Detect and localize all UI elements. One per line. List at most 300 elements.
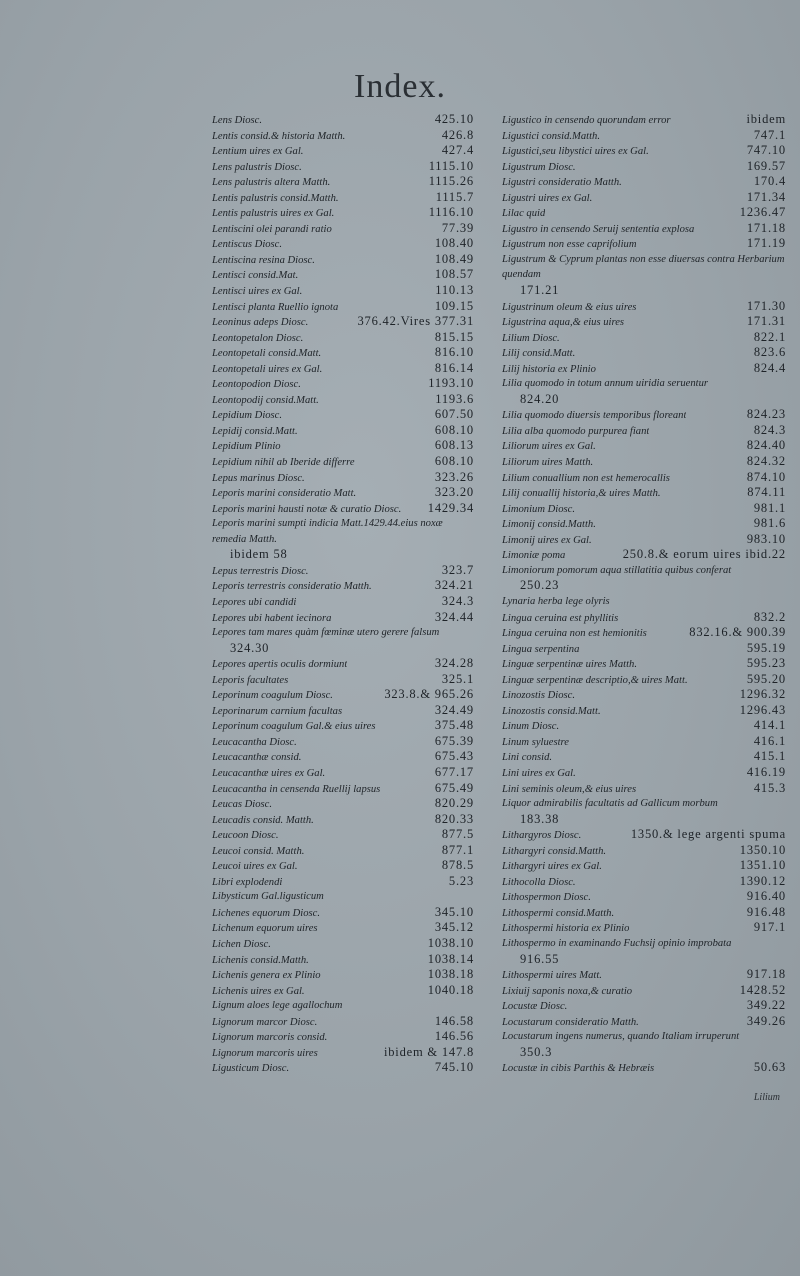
entry-term: Leucacantha in censenda Ruellij lapsus xyxy=(212,783,381,795)
entry-page-ref: 324.28 xyxy=(434,656,474,671)
entry-page-ref: 416.1 xyxy=(753,733,786,748)
entry-page-ref: 250.23 xyxy=(520,578,560,593)
entry-page-ref: 745.10 xyxy=(434,1060,474,1075)
entry-term: Libri explodendi xyxy=(212,876,283,888)
entry-page-ref: 677.17 xyxy=(434,764,474,779)
index-entry xyxy=(212,905,474,921)
index-entry xyxy=(212,1029,474,1045)
entry-page-ref: 183.38 xyxy=(520,811,560,826)
index-entry xyxy=(502,112,786,128)
entry-page-ref: 1115.26 xyxy=(428,174,474,189)
entry-page-ref: 815.15 xyxy=(434,329,474,344)
index-entry xyxy=(502,749,786,765)
entry-term: Lentisci uires ex Gal. xyxy=(212,286,303,298)
index-entry xyxy=(502,734,786,750)
entry-page-ref: 1038.10 xyxy=(427,935,474,950)
entry-term: Lithospermo in examinando Fuchsij opinio improbata xyxy=(502,937,732,949)
entry-term: Lingua ceruina non est hemionitis xyxy=(502,628,647,640)
index-entry xyxy=(212,920,474,936)
index-entry xyxy=(502,205,786,221)
entry-page-ref: 171.30 xyxy=(746,298,786,313)
entry-page-ref: 675.39 xyxy=(434,733,474,748)
index-entry xyxy=(502,625,786,641)
entry-page-ref: 109.15 xyxy=(434,298,474,313)
entry-term: Leontopetali consid.Matt. xyxy=(212,348,322,360)
entry-term: Lichenis uires ex Gal. xyxy=(212,985,305,997)
index-entry xyxy=(502,128,786,144)
index-entry xyxy=(212,749,474,765)
index-entry xyxy=(502,703,786,719)
entry-page-ref: 820.29 xyxy=(434,796,474,811)
entry-term: Leporinum coagulum Gal.& eius uires xyxy=(212,721,376,733)
entry-page-ref: 983.10 xyxy=(746,531,786,546)
entry-term: Lens Diosc. xyxy=(212,115,263,126)
entry-page-ref: 427.4 xyxy=(441,143,474,158)
entry-term: Lentis palustris consid.Matth. xyxy=(212,192,339,204)
entry-page-ref: 820.33 xyxy=(434,811,474,826)
index-entry xyxy=(502,672,786,688)
entry-page-ref: 823.6 xyxy=(753,345,786,360)
entry-term: Leporinarum carnium facultas xyxy=(212,705,343,717)
entry-page-ref: 981.1 xyxy=(753,500,786,515)
catchword: Lilium xyxy=(753,1092,780,1103)
entry-page-ref: 824.40 xyxy=(746,438,786,453)
entry-term: Leucoi uires ex Gal. xyxy=(212,861,298,873)
entry-term: Ligustrum non esse caprifolium xyxy=(502,239,637,251)
entry-page-ref: 416.19 xyxy=(746,764,786,779)
entry-page-ref: 50.63 xyxy=(753,1060,786,1075)
entry-page-ref: 824.20 xyxy=(520,391,560,406)
entry-page-ref: 375.48 xyxy=(434,718,474,733)
index-entry xyxy=(502,454,786,470)
index-entry xyxy=(212,252,474,268)
entry-term: Lithargyri consid.Matth. xyxy=(502,845,607,857)
index-entry xyxy=(502,423,786,439)
entry-page-ref: 816.14 xyxy=(434,360,474,375)
index-entry xyxy=(212,843,474,859)
index-entry xyxy=(212,361,474,377)
index-entry xyxy=(502,1029,786,1060)
entry-term: Lentiscina resina Diosc. xyxy=(212,254,315,266)
entry-term: Leucadis consid. Matth. xyxy=(212,814,314,826)
entry-page-ref: 171.18 xyxy=(746,220,786,235)
entry-page-ref: 816.10 xyxy=(434,345,474,360)
entry-page-ref: 595.19 xyxy=(746,640,786,655)
entry-page-ref: 323.7 xyxy=(441,562,474,577)
index-entry xyxy=(502,920,786,936)
entry-term: Lentis consid.& historia Matth. xyxy=(212,130,346,142)
index-entry xyxy=(212,936,474,952)
entry-term: Lepus terrestris Diosc. xyxy=(212,565,309,577)
index-entry xyxy=(212,889,474,905)
entry-page-ref: 1390.12 xyxy=(739,873,786,888)
index-entry xyxy=(212,827,474,843)
index-entry xyxy=(212,703,474,719)
entry-page-ref: ibidem & 147.8 xyxy=(383,1044,474,1059)
entry-term: Lichenum equorum uires xyxy=(212,923,318,935)
entry-term: Ligustici consid.Matth. xyxy=(502,130,600,142)
entry-page-ref: 1236.47 xyxy=(739,205,786,220)
entry-page-ref: 324.30 xyxy=(230,640,270,655)
index-entry xyxy=(502,687,786,703)
entry-term: Lepidium nihil ab Iberide differre xyxy=(212,457,355,469)
entry-term: Locustæ in cibis Parthis & Hebræis xyxy=(502,1063,655,1075)
entry-page-ref: 877.1 xyxy=(441,842,474,857)
entry-page-ref: 323.8.& 965.26 xyxy=(384,687,474,702)
entry-page-ref: 608.13 xyxy=(434,438,474,453)
entry-page-ref: 1038.14 xyxy=(427,951,474,966)
entry-term: Ligustici,seu libystici uires ex Gal. xyxy=(502,146,649,158)
entry-term: Lichenis genera ex Plinio xyxy=(212,970,321,982)
entry-page-ref: 832.2 xyxy=(753,609,786,624)
entry-page-ref: 169.57 xyxy=(746,158,786,173)
entry-term: Ligustrum & Cyprum plantas non esse diuersas contra Herbarium quendam xyxy=(502,253,785,281)
index-entry xyxy=(212,765,474,781)
entry-page-ref: 981.6 xyxy=(753,516,786,531)
entry-page-ref: 171.21 xyxy=(520,283,560,298)
entry-page-ref: 1351.10 xyxy=(739,858,786,873)
entry-term: Leucacanthæ consid. xyxy=(212,752,302,764)
entry-term: Lini uires ex Gal. xyxy=(502,767,576,779)
entry-term: Leporis facultates xyxy=(212,674,289,686)
index-entry xyxy=(212,1014,474,1030)
entry-term: Lens palustris Diosc. xyxy=(212,161,302,173)
entry-page-ref: 350.3 xyxy=(520,1044,553,1059)
entry-page-ref: 1296.32 xyxy=(739,687,786,702)
entry-term: Limonij uires ex Gal. xyxy=(502,534,592,546)
entry-term: Lens palustris altera Matth. xyxy=(212,177,331,189)
entry-term: Lixiuij saponis noxa,& curatio xyxy=(502,985,633,997)
entry-term: Lilium conuallium non est hemerocallis xyxy=(502,472,670,484)
entry-page-ref: 324.3 xyxy=(441,593,474,608)
entry-page-ref: 415.1 xyxy=(753,749,786,764)
index-entry xyxy=(502,563,786,594)
index-entry xyxy=(502,765,786,781)
index-entry xyxy=(502,796,786,827)
index-column-right xyxy=(502,112,786,1076)
index-column-left xyxy=(212,112,474,1076)
index-entry xyxy=(502,252,786,299)
index-entry xyxy=(212,143,474,159)
entry-page-ref: 747.1 xyxy=(753,127,786,142)
entry-term: Lignorum marcoris uires xyxy=(212,1047,318,1059)
entry-page-ref: 1350.10 xyxy=(739,842,786,857)
index-entry xyxy=(212,718,474,734)
index-entry xyxy=(212,874,474,890)
entry-page-ref: 426.8 xyxy=(441,127,474,142)
entry-page-ref: 595.23 xyxy=(746,656,786,671)
entry-term: Lilac quid xyxy=(502,208,546,220)
entry-term: Lynaria herba lege olyris xyxy=(502,595,610,607)
index-entry xyxy=(212,812,474,828)
entry-page-ref: 108.40 xyxy=(434,236,474,251)
entry-term: Lepores apertis oculis dormiunt xyxy=(212,659,348,671)
entry-page-ref: 250.8.& eorum uires ibid.22 xyxy=(622,547,786,562)
index-entry xyxy=(502,547,786,563)
index-entry xyxy=(212,454,474,470)
index-entry xyxy=(502,843,786,859)
index-entry xyxy=(212,221,474,237)
entry-term: Lithospermon Diosc. xyxy=(502,892,591,904)
index-entry xyxy=(502,190,786,206)
entry-page-ref: 822.1 xyxy=(753,329,786,344)
index-entry xyxy=(502,889,786,905)
entry-term: Leporis marini consideratio Matt. xyxy=(212,488,357,500)
entry-page-ref: 171.19 xyxy=(746,236,786,251)
index-entry xyxy=(502,174,786,190)
index-entry xyxy=(502,1060,786,1076)
index-entry xyxy=(212,516,474,563)
entry-term: Lingua serpentina xyxy=(502,643,580,655)
entry-term: Lepores ubi candidi xyxy=(212,596,297,608)
entry-page-ref: 108.49 xyxy=(434,251,474,266)
index-entry xyxy=(212,656,474,672)
entry-page-ref: 1193.10 xyxy=(428,376,474,391)
index-entry xyxy=(212,625,474,656)
index-entry xyxy=(502,656,786,672)
entry-page-ref: 171.34 xyxy=(746,189,786,204)
entry-page-ref: 747.10 xyxy=(746,143,786,158)
entry-page-ref: 1193.6 xyxy=(435,391,474,406)
index-entry xyxy=(212,236,474,252)
entry-term: Lepidium Plinio xyxy=(212,441,281,453)
index-entry xyxy=(502,345,786,361)
entry-term: Lichenis consid.Matth. xyxy=(212,954,309,966)
index-entry xyxy=(212,345,474,361)
index-entry xyxy=(502,905,786,921)
entry-term: Leucacanthæ uires ex Gal. xyxy=(212,767,326,779)
entry-page-ref: 1115.10 xyxy=(428,158,474,173)
entry-term: Leontopetali uires ex Gal. xyxy=(212,363,323,375)
index-entry xyxy=(502,998,786,1014)
entry-term: Lentiscini olei parandi ratio xyxy=(212,223,332,235)
index-entry xyxy=(212,376,474,392)
entry-page-ref: 1296.43 xyxy=(739,702,786,717)
entry-term: Linum Diosc. xyxy=(502,721,560,733)
index-entry xyxy=(212,578,474,594)
entry-page-ref: 146.58 xyxy=(434,1013,474,1028)
index-entry xyxy=(502,1014,786,1030)
index-entry xyxy=(212,1060,474,1076)
index-entry xyxy=(502,781,786,797)
entry-term: Lignorum marcor Diosc. xyxy=(212,1016,318,1028)
index-entry xyxy=(212,423,474,439)
entry-term: Leporinum coagulum Diosc. xyxy=(212,690,333,702)
entry-term: Lepores tam mares quàm fœminæ utero gerere falsum xyxy=(212,627,440,639)
entry-term: Lepus marinus Diosc. xyxy=(212,472,305,484)
entry-term: Leporis marini hausti notæ & curatio Diosc. xyxy=(212,503,402,515)
entry-page-ref: 607.50 xyxy=(434,407,474,422)
entry-term: Leporis marini sumpti indicia Matt.1429.44.eius noxæ remedia Matth. xyxy=(212,518,443,545)
index-entry xyxy=(212,858,474,874)
entry-term: Lini consid. xyxy=(502,752,553,764)
index-entry xyxy=(502,221,786,237)
entry-term: Linguæ serpentinæ descriptio,& uires Matt. xyxy=(502,674,688,686)
entry-term: Locustarum ingens numerus, quando Italiam irruperunt xyxy=(502,1031,740,1043)
entry-page-ref: 878.5 xyxy=(441,858,474,873)
entry-page-ref: 824.23 xyxy=(746,407,786,422)
entry-page-ref: 376.42.Vires 377.31 xyxy=(357,314,474,329)
entry-term: Ligustro in censendo Seruij sententia explosa xyxy=(502,223,695,235)
entry-page-ref: 1429.34 xyxy=(427,500,474,515)
index-entry xyxy=(502,967,786,983)
entry-page-ref: 323.26 xyxy=(434,469,474,484)
index-entry xyxy=(212,485,474,501)
page-title: Index. xyxy=(354,68,446,105)
index-entry xyxy=(212,314,474,330)
entry-term: Leontopodij consid.Matt. xyxy=(212,394,319,406)
entry-term: Lentiscus Diosc. xyxy=(212,239,283,251)
entry-page-ref: 345.12 xyxy=(434,920,474,935)
entry-term: Leontopetalon Diosc. xyxy=(212,332,304,344)
index-entry xyxy=(502,314,786,330)
entry-page-ref: 5.23 xyxy=(448,873,474,888)
entry-page-ref: 874.10 xyxy=(746,469,786,484)
entry-term: Lentium uires ex Gal. xyxy=(212,146,304,158)
index-entry xyxy=(212,267,474,283)
entry-page-ref: 917.1 xyxy=(753,920,786,935)
entry-term: Lichen Diosc. xyxy=(212,938,271,950)
entry-page-ref: 325.1 xyxy=(441,671,474,686)
entry-page-ref: 916.55 xyxy=(520,951,560,966)
entry-term: Lilia quomodo diuersis temporibus floreant xyxy=(502,410,687,422)
entry-page-ref: ibidem xyxy=(746,112,786,126)
entry-page-ref: 345.10 xyxy=(434,904,474,919)
index-entry xyxy=(502,361,786,377)
entry-term: Lentis palustris uires ex Gal. xyxy=(212,208,335,220)
index-entry xyxy=(502,501,786,517)
index-entry xyxy=(212,967,474,983)
index-entry xyxy=(502,983,786,999)
entry-term: Ligustrum Diosc. xyxy=(502,161,576,173)
entry-term: Ligusticum Diosc. xyxy=(212,1063,290,1075)
entry-term: Lithargyros Diosc. xyxy=(502,830,582,842)
index-entry xyxy=(212,1045,474,1061)
index-entry xyxy=(502,159,786,175)
index-entry xyxy=(212,983,474,999)
entry-term: Lingua ceruina est phyllitis xyxy=(502,612,619,624)
entry-term: Leucoi consid. Matth. xyxy=(212,845,305,857)
entry-page-ref: 832.16.& 900.39 xyxy=(689,625,786,640)
entry-term: Lilia alba quomodo purpurea fiant xyxy=(502,425,650,437)
index-entry xyxy=(212,470,474,486)
entry-page-ref: 1116.10 xyxy=(428,205,474,220)
entry-page-ref: 874.11 xyxy=(747,485,786,500)
entry-term: Lilij historia ex Plinio xyxy=(502,363,596,375)
entry-page-ref: 170.4 xyxy=(753,174,786,189)
index-entry xyxy=(502,407,786,423)
entry-term: Lithospermi uires Matt. xyxy=(502,970,602,982)
entry-page-ref: 824.3 xyxy=(753,422,786,437)
entry-term: Lepidium Diosc. xyxy=(212,410,283,422)
entry-page-ref: 349.22 xyxy=(746,998,786,1013)
index-entry xyxy=(502,485,786,501)
entry-term: Lithargyri uires ex Gal. xyxy=(502,861,602,873)
entry-term: Linguæ serpentinæ uires Matth. xyxy=(502,659,637,671)
index-entry xyxy=(502,532,786,548)
entry-term: Lilij conuallij historia,& uires Matth. xyxy=(502,488,661,500)
entry-term: Libysticum Gal.ligusticum xyxy=(212,891,324,903)
entry-term: Lentisci planta Ruellio ignota xyxy=(212,301,339,313)
entry-term: Linozostis consid.Matt. xyxy=(502,705,601,717)
entry-page-ref: 77.39 xyxy=(441,220,474,235)
entry-term: Ligustri uires ex Gal. xyxy=(502,192,593,204)
entry-page-ref: 1040.18 xyxy=(427,982,474,997)
index-entry xyxy=(212,407,474,423)
index-entry xyxy=(212,283,474,299)
entry-page-ref: 916.48 xyxy=(746,904,786,919)
entry-page-ref: 1038.18 xyxy=(427,967,474,982)
index-entry xyxy=(212,112,474,128)
index-entry xyxy=(212,205,474,221)
entry-term: Lilia quomodo in totum annum uiridia seruentur xyxy=(502,378,708,390)
index-entry xyxy=(212,952,474,968)
entry-page-ref: 324.49 xyxy=(434,702,474,717)
entry-term: Ligustrina aqua,& eius uires xyxy=(502,317,625,329)
index-entry xyxy=(502,143,786,159)
entry-term: Leoninus adeps Diosc. xyxy=(212,317,309,329)
index-entry xyxy=(212,594,474,610)
entry-term: Limonij consid.Matth. xyxy=(502,519,596,531)
index-entry xyxy=(212,781,474,797)
entry-term: Lepores ubi habent iecinora xyxy=(212,612,332,624)
index-entry xyxy=(212,174,474,190)
entry-term: Lithocolla Diosc. xyxy=(502,876,576,888)
entry-term: Lichenes equorum Diosc. xyxy=(212,907,320,919)
entry-page-ref: 323.20 xyxy=(434,485,474,500)
index-entry xyxy=(502,236,786,252)
entry-term: Lithospermi historia ex Plinio xyxy=(502,923,630,935)
index-entry xyxy=(212,128,474,144)
entry-page-ref: 110.13 xyxy=(435,283,474,298)
entry-term: Lepidij consid.Matt. xyxy=(212,425,298,437)
index-entry xyxy=(212,672,474,688)
index-entry xyxy=(212,330,474,346)
index-entry xyxy=(502,718,786,734)
entry-page-ref: 877.5 xyxy=(441,827,474,842)
index-entry xyxy=(502,330,786,346)
entry-term: Leucacantha Diosc. xyxy=(212,736,297,748)
entry-term: Leontopodion Diosc. xyxy=(212,379,301,391)
entry-term: Liquor admirabilis facultatis ad Gallicum morbum xyxy=(502,798,718,810)
entry-page-ref: 414.1 xyxy=(753,718,786,733)
index-entry xyxy=(212,734,474,750)
entry-term: Lignum aloes lege agallochum xyxy=(212,1000,343,1012)
entry-page-ref: 108.57 xyxy=(434,267,474,282)
entry-term: Leporis terrestris consideratio Matth. xyxy=(212,581,372,593)
entry-page-ref: 824.4 xyxy=(753,360,786,375)
entry-page-ref: 1428.52 xyxy=(739,982,786,997)
index-entry xyxy=(502,874,786,890)
entry-term: Lilij consid.Matt. xyxy=(502,348,576,360)
entry-page-ref: 1350.& lege argenti spuma xyxy=(630,827,786,842)
entry-term: Limoniorum pomorum aqua stillatitia quibus conferat xyxy=(502,564,732,576)
entry-term: Liliorum uires Matth. xyxy=(502,457,594,469)
index-entry xyxy=(502,516,786,532)
entry-page-ref: 1115.7 xyxy=(435,189,474,204)
entry-page-ref: 171.31 xyxy=(746,314,786,329)
entry-term: Lilium Diosc. xyxy=(502,332,560,344)
entry-term: Leucoon Diosc. xyxy=(212,830,279,842)
entry-page-ref: 324.44 xyxy=(434,609,474,624)
entry-term: Ligustri consideratio Matth. xyxy=(502,177,622,189)
index-entry xyxy=(212,392,474,408)
entry-page-ref: 608.10 xyxy=(434,422,474,437)
entry-page-ref: 824.32 xyxy=(746,454,786,469)
entry-page-ref: 595.20 xyxy=(746,671,786,686)
entry-page-ref: 324.21 xyxy=(434,578,474,593)
entry-term: Linum syluestre xyxy=(502,736,569,748)
